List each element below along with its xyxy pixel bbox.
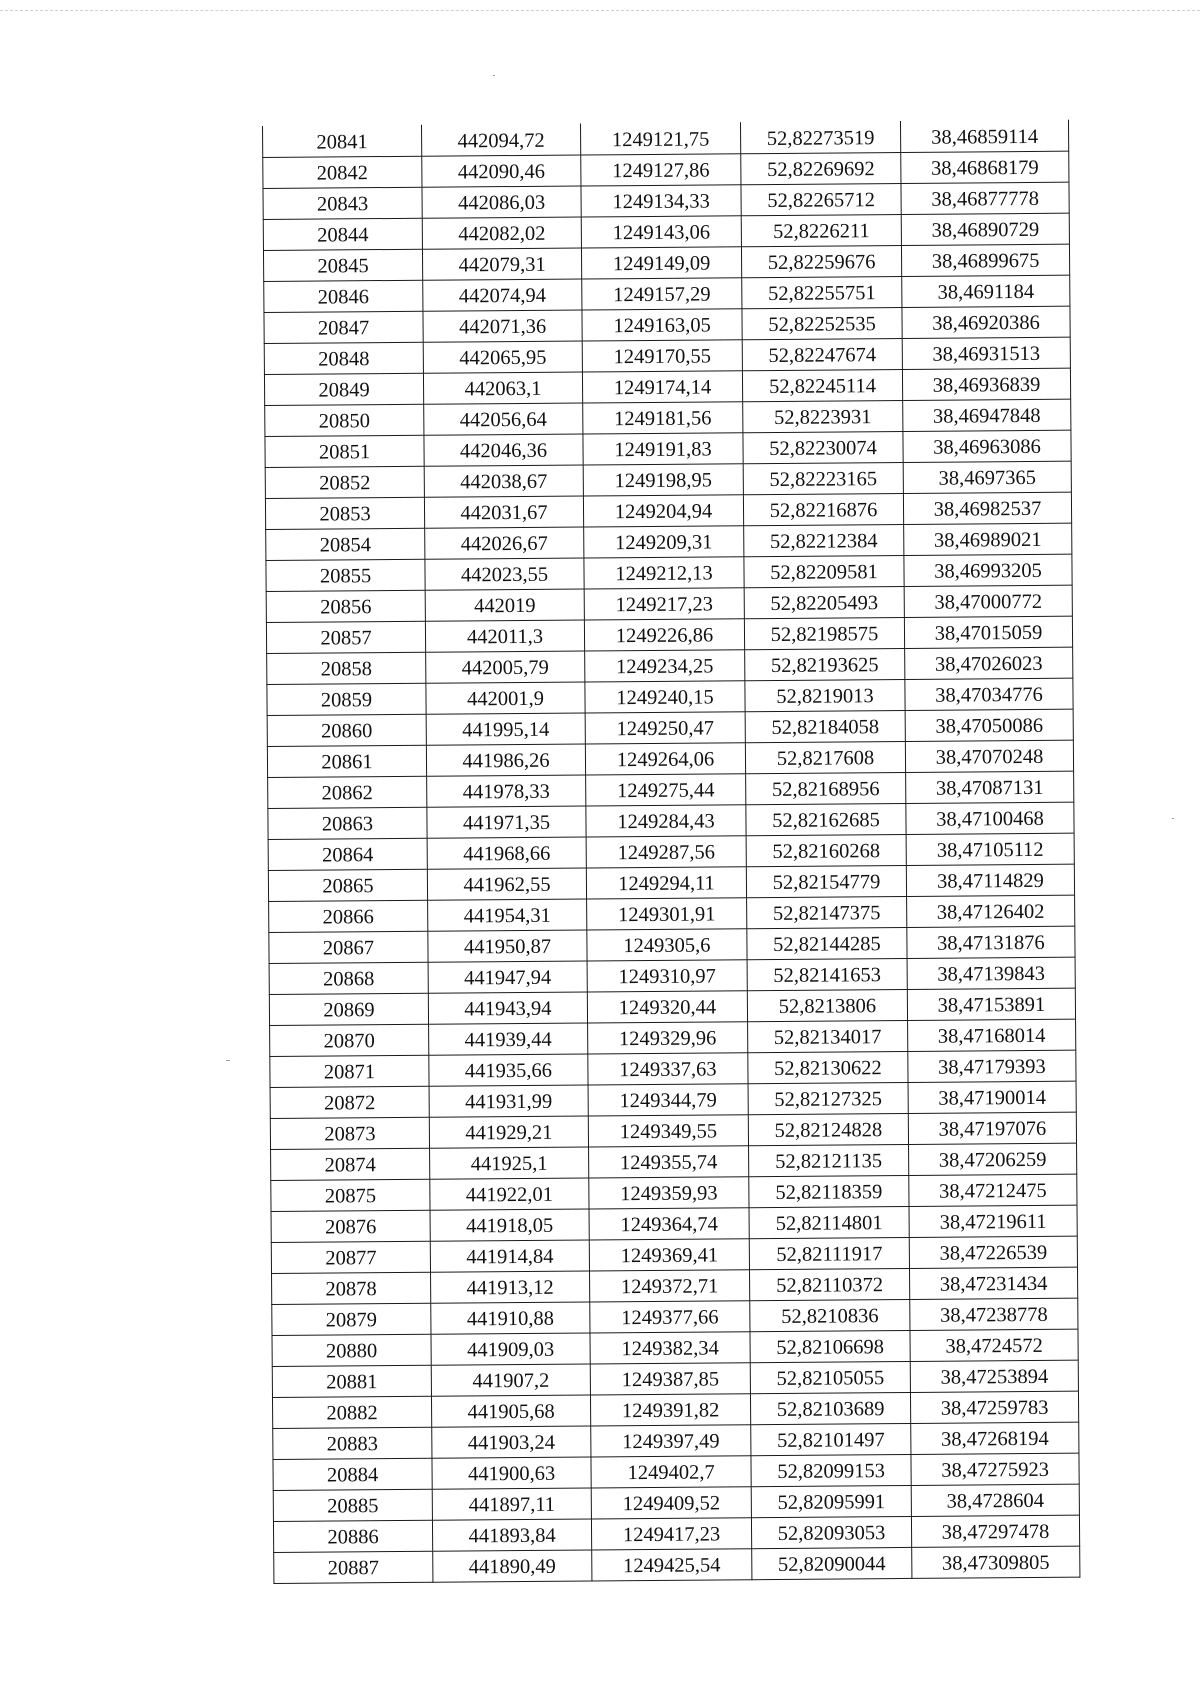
point-number-cell: 20848 [264, 342, 423, 374]
y-coordinate-cell: 1249359,93 [589, 1177, 749, 1209]
longitude-cell: 38,4724572 [910, 1329, 1078, 1361]
latitude-cell: 52,8217608 [745, 741, 905, 773]
coordinates-table-body [263, 120, 1080, 1583]
x-coordinate-cell: 441929,21 [429, 1116, 588, 1148]
point-number-cell: 20854 [266, 528, 425, 560]
y-coordinate-cell: 1249240,15 [585, 681, 745, 713]
point-number-cell: 20852 [265, 466, 424, 498]
y-coordinate-cell: 1249226,86 [584, 619, 744, 651]
latitude-cell: 52,82090044 [752, 1547, 912, 1579]
longitude-cell: 38,47050086 [905, 709, 1073, 741]
point-number-cell: 20843 [263, 187, 422, 219]
y-coordinate-cell: 1249402,7 [591, 1456, 751, 1488]
latitude-cell: 52,82144285 [747, 927, 907, 959]
point-number-cell: 20878 [272, 1272, 431, 1304]
point-number-cell: 20876 [271, 1210, 430, 1242]
longitude-cell: 38,47190014 [908, 1081, 1076, 1113]
longitude-cell: 38,47219611 [909, 1205, 1077, 1237]
point-number-cell: 20864 [268, 838, 427, 870]
longitude-cell: 38,46989021 [904, 523, 1072, 555]
x-coordinate-cell: 441890,49 [433, 1550, 592, 1582]
coordinates-table [262, 120, 1080, 1584]
latitude-cell: 52,82141653 [747, 958, 907, 990]
point-number-cell: 20885 [273, 1489, 432, 1521]
longitude-cell: 38,47139843 [907, 957, 1075, 989]
x-coordinate-cell: 442086,03 [422, 186, 581, 218]
y-coordinate-cell: 1249382,34 [590, 1332, 750, 1364]
y-coordinate-cell: 1249204,94 [583, 495, 743, 527]
point-number-cell: 20884 [273, 1458, 432, 1490]
latitude-cell: 52,82134017 [748, 1020, 908, 1052]
x-coordinate-cell: 442063,1 [423, 372, 582, 404]
longitude-cell: 38,47206259 [909, 1143, 1077, 1175]
table-row [274, 1546, 1080, 1583]
y-coordinate-cell: 1249209,31 [584, 526, 744, 558]
x-coordinate-cell: 441913,12 [431, 1271, 590, 1303]
x-coordinate-cell: 441922,01 [430, 1178, 589, 1210]
y-coordinate-cell: 1249121,75 [580, 123, 740, 155]
y-coordinate-cell: 1249372,71 [590, 1270, 750, 1302]
point-number-cell: 20855 [266, 559, 425, 591]
x-coordinate-cell: 441971,35 [427, 806, 586, 838]
latitude-cell: 52,82147375 [747, 896, 907, 928]
y-coordinate-cell: 1249170,55 [582, 340, 742, 372]
x-coordinate-cell: 441903,24 [432, 1426, 591, 1458]
longitude-cell: 38,47259783 [910, 1391, 1078, 1423]
x-coordinate-cell: 442074,94 [423, 279, 582, 311]
y-coordinate-cell: 1249134,33 [581, 185, 741, 217]
latitude-cell: 52,82259676 [741, 245, 901, 277]
x-coordinate-cell: 441962,55 [427, 868, 586, 900]
x-coordinate-cell: 441925,1 [430, 1147, 589, 1179]
latitude-cell: 52,82124828 [748, 1113, 908, 1145]
x-coordinate-cell: 442082,02 [422, 217, 581, 249]
longitude-cell: 38,47212475 [909, 1174, 1077, 1206]
y-coordinate-cell: 1249301,91 [587, 898, 747, 930]
longitude-cell: 38,47105112 [906, 833, 1074, 865]
latitude-cell: 52,82093053 [751, 1516, 911, 1548]
latitude-cell: 52,82110372 [749, 1268, 909, 1300]
x-coordinate-cell: 441978,33 [427, 775, 586, 807]
longitude-cell: 38,47231434 [909, 1267, 1077, 1299]
x-coordinate-cell: 442056,64 [424, 403, 583, 435]
longitude-cell: 38,46920386 [902, 306, 1070, 338]
longitude-cell: 38,47197076 [908, 1112, 1076, 1144]
longitude-cell: 38,47034776 [905, 678, 1073, 710]
x-coordinate-cell: 442079,31 [422, 248, 581, 280]
x-coordinate-cell: 442005,79 [426, 651, 585, 683]
x-coordinate-cell: 441986,26 [426, 744, 585, 776]
point-number-cell: 20857 [266, 621, 425, 653]
latitude-cell: 52,82184058 [745, 710, 905, 742]
y-coordinate-cell: 1249355,74 [589, 1146, 749, 1178]
latitude-cell: 52,8210836 [750, 1299, 910, 1331]
point-number-cell: 20866 [269, 900, 428, 932]
latitude-cell: 52,82265712 [741, 183, 901, 215]
x-coordinate-cell: 441900,63 [432, 1457, 591, 1489]
y-coordinate-cell: 1249284,43 [586, 805, 746, 837]
longitude-cell: 38,46859114 [900, 120, 1068, 152]
y-coordinate-cell: 1249364,74 [589, 1208, 749, 1240]
longitude-cell: 38,4691184 [902, 275, 1070, 307]
y-coordinate-cell: 1249377,66 [590, 1301, 750, 1333]
y-coordinate-cell: 1249305,6 [587, 929, 747, 961]
longitude-cell: 38,46936839 [902, 368, 1070, 400]
point-number-cell: 20880 [272, 1334, 431, 1366]
longitude-cell: 38,46890729 [901, 213, 1069, 245]
point-number-cell: 20883 [273, 1427, 432, 1459]
y-coordinate-cell: 1249409,52 [591, 1487, 751, 1519]
latitude-cell: 52,82252535 [742, 307, 902, 339]
x-coordinate-cell: 441954,31 [428, 899, 587, 931]
longitude-cell: 38,47153891 [907, 988, 1075, 1020]
longitude-cell: 38,47309805 [912, 1546, 1080, 1578]
y-coordinate-cell: 1249417,23 [591, 1518, 751, 1550]
latitude-cell: 52,82103689 [750, 1392, 910, 1424]
latitude-cell: 52,82111917 [749, 1237, 909, 1269]
longitude-cell: 38,47000772 [904, 585, 1072, 617]
point-number-cell: 20875 [271, 1179, 430, 1211]
longitude-cell: 38,47275923 [911, 1453, 1079, 1485]
point-number-cell: 20847 [264, 311, 423, 343]
point-number-cell: 20865 [268, 869, 427, 901]
x-coordinate-cell: 441995,14 [426, 713, 585, 745]
latitude-cell: 52,82209581 [744, 555, 904, 587]
point-number-cell: 20874 [271, 1148, 430, 1180]
longitude-cell: 38,46963086 [903, 430, 1071, 462]
x-coordinate-cell: 441914,84 [430, 1240, 589, 1272]
point-number-cell: 20860 [267, 714, 426, 746]
x-coordinate-cell: 442094,72 [421, 124, 580, 156]
x-coordinate-cell: 441909,03 [431, 1333, 590, 1365]
y-coordinate-cell: 1249149,09 [581, 247, 741, 279]
y-coordinate-cell: 1249397,49 [591, 1425, 751, 1457]
y-coordinate-cell: 1249234,25 [585, 650, 745, 682]
y-coordinate-cell: 1249387,85 [590, 1363, 750, 1395]
point-number-cell: 20870 [270, 1024, 429, 1056]
latitude-cell: 52,8226211 [741, 214, 901, 246]
latitude-cell: 52,82269692 [741, 152, 901, 184]
y-coordinate-cell: 1249287,56 [586, 836, 746, 868]
point-number-cell: 20861 [267, 745, 426, 777]
longitude-cell: 38,46947848 [903, 399, 1071, 431]
longitude-cell: 38,4697365 [903, 461, 1071, 493]
y-coordinate-cell: 1249143,06 [581, 216, 741, 248]
x-coordinate-cell: 441947,94 [428, 961, 587, 993]
longitude-cell: 38,4728604 [911, 1484, 1079, 1516]
x-coordinate-cell: 441910,88 [431, 1302, 590, 1334]
longitude-cell: 38,46899675 [901, 244, 1069, 276]
x-coordinate-cell: 441968,66 [427, 837, 586, 869]
latitude-cell: 52,8213806 [747, 989, 907, 1021]
x-coordinate-cell: 442038,67 [424, 465, 583, 497]
y-coordinate-cell: 1249212,13 [584, 557, 744, 589]
y-coordinate-cell: 1249329,96 [588, 1022, 748, 1054]
latitude-cell: 52,82162685 [746, 803, 906, 835]
longitude-cell: 38,47087131 [906, 771, 1074, 803]
latitude-cell: 52,82230074 [743, 431, 903, 463]
longitude-cell: 38,47026023 [905, 647, 1073, 679]
x-coordinate-cell: 441943,94 [428, 992, 587, 1024]
y-coordinate-cell: 1249250,47 [585, 712, 745, 744]
point-number-cell: 20871 [270, 1055, 429, 1087]
x-coordinate-cell: 442026,67 [425, 527, 584, 559]
longitude-cell: 38,47100468 [906, 802, 1074, 834]
latitude-cell: 52,82216876 [743, 493, 903, 525]
y-coordinate-cell: 1249157,29 [582, 278, 742, 310]
x-coordinate-cell: 441893,84 [432, 1519, 591, 1551]
point-number-cell: 20869 [269, 993, 428, 1025]
point-number-cell: 20863 [268, 807, 427, 839]
x-coordinate-cell: 442001,9 [426, 682, 585, 714]
point-number-cell: 20842 [263, 156, 422, 188]
y-coordinate-cell: 1249127,86 [581, 154, 741, 186]
latitude-cell: 52,8223931 [743, 400, 903, 432]
point-number-cell: 20879 [272, 1303, 431, 1335]
y-coordinate-cell: 1249264,06 [585, 743, 745, 775]
x-coordinate-cell: 441931,99 [429, 1085, 588, 1117]
point-number-cell: 20886 [273, 1520, 432, 1552]
longitude-cell: 38,47131876 [907, 926, 1075, 958]
y-coordinate-cell: 1249191,83 [583, 433, 743, 465]
latitude-cell: 52,82198575 [744, 617, 904, 649]
x-coordinate-cell: 441897,11 [432, 1488, 591, 1520]
point-number-cell: 20887 [274, 1551, 433, 1583]
longitude-cell: 38,47253894 [910, 1360, 1078, 1392]
point-number-cell: 20850 [265, 404, 424, 436]
longitude-cell: 38,46877778 [901, 182, 1069, 214]
x-coordinate-cell: 441918,05 [430, 1209, 589, 1241]
point-number-cell: 20859 [267, 683, 426, 715]
y-coordinate-cell: 1249369,41 [589, 1239, 749, 1271]
latitude-cell: 52,82101497 [751, 1423, 911, 1455]
point-number-cell: 20881 [272, 1365, 431, 1397]
scan-speck [493, 75, 495, 76]
x-coordinate-cell: 441905,68 [431, 1395, 590, 1427]
longitude-cell: 38,47015059 [904, 616, 1072, 648]
y-coordinate-cell: 1249349,55 [588, 1115, 748, 1147]
y-coordinate-cell: 1249181,56 [583, 402, 743, 434]
latitude-cell: 52,82106698 [750, 1330, 910, 1362]
latitude-cell: 52,82245114 [742, 369, 902, 401]
latitude-cell: 52,82118359 [749, 1175, 909, 1207]
y-coordinate-cell: 1249217,23 [584, 588, 744, 620]
point-number-cell: 20872 [270, 1086, 429, 1118]
latitude-cell: 52,82154779 [746, 865, 906, 897]
latitude-cell: 52,82121135 [749, 1144, 909, 1176]
scan-speck [226, 1060, 230, 1061]
point-number-cell: 20873 [270, 1117, 429, 1149]
point-number-cell: 20845 [263, 249, 422, 281]
latitude-cell: 52,8219013 [745, 679, 905, 711]
x-coordinate-cell: 442031,67 [424, 496, 583, 528]
x-coordinate-cell: 441935,66 [429, 1054, 588, 1086]
point-number-cell: 20841 [263, 125, 422, 157]
point-number-cell: 20868 [269, 962, 428, 994]
latitude-cell: 52,82095991 [751, 1485, 911, 1517]
latitude-cell: 52,82193625 [745, 648, 905, 680]
x-coordinate-cell: 442071,36 [423, 310, 582, 342]
y-coordinate-cell: 1249174,14 [582, 371, 742, 403]
x-coordinate-cell: 442046,36 [424, 434, 583, 466]
longitude-cell: 38,47168014 [908, 1019, 1076, 1051]
y-coordinate-cell: 1249425,54 [592, 1549, 752, 1581]
point-number-cell: 20856 [266, 590, 425, 622]
x-coordinate-cell: 441907,2 [431, 1364, 590, 1396]
point-number-cell: 20851 [265, 435, 424, 467]
y-coordinate-cell: 1249337,63 [588, 1053, 748, 1085]
y-coordinate-cell: 1249344,79 [588, 1084, 748, 1116]
longitude-cell: 38,47070248 [905, 740, 1073, 772]
longitude-cell: 38,47126402 [907, 895, 1075, 927]
longitude-cell: 38,46868179 [901, 151, 1069, 183]
point-number-cell: 20849 [264, 373, 423, 405]
longitude-cell: 38,46993205 [904, 554, 1072, 586]
longitude-cell: 38,47297478 [911, 1515, 1079, 1547]
y-coordinate-cell: 1249310,97 [587, 960, 747, 992]
y-coordinate-cell: 1249198,95 [583, 464, 743, 496]
longitude-cell: 38,47268194 [911, 1422, 1079, 1454]
latitude-cell: 52,82247674 [742, 338, 902, 370]
point-number-cell: 20877 [271, 1241, 430, 1273]
point-number-cell: 20844 [263, 218, 422, 250]
y-coordinate-cell: 1249391,82 [590, 1394, 750, 1426]
x-coordinate-cell: 442023,55 [425, 558, 584, 590]
latitude-cell: 52,82168956 [746, 772, 906, 804]
latitude-cell: 52,82223165 [743, 462, 903, 494]
scan-top-edge [0, 10, 1200, 11]
x-coordinate-cell: 441939,44 [429, 1023, 588, 1055]
longitude-cell: 38,47226539 [909, 1236, 1077, 1268]
latitude-cell: 52,82205493 [744, 586, 904, 618]
point-number-cell: 20858 [267, 652, 426, 684]
scan-speck [1172, 818, 1174, 819]
y-coordinate-cell: 1249163,05 [582, 309, 742, 341]
latitude-cell: 52,82255751 [742, 276, 902, 308]
latitude-cell: 52,82114801 [749, 1206, 909, 1238]
x-coordinate-cell: 441950,87 [428, 930, 587, 962]
latitude-cell: 52,82212384 [744, 524, 904, 556]
longitude-cell: 38,46982537 [903, 492, 1071, 524]
point-number-cell: 20846 [264, 280, 423, 312]
x-coordinate-cell: 442065,95 [423, 341, 582, 373]
latitude-cell: 52,82160268 [746, 834, 906, 866]
longitude-cell: 38,46931513 [902, 337, 1070, 369]
y-coordinate-cell: 1249294,11 [586, 867, 746, 899]
y-coordinate-cell: 1249320,44 [587, 991, 747, 1023]
longitude-cell: 38,47114829 [906, 864, 1074, 896]
latitude-cell: 52,82130622 [748, 1051, 908, 1083]
longitude-cell: 38,47179393 [908, 1050, 1076, 1082]
latitude-cell: 52,82099153 [751, 1454, 911, 1486]
point-number-cell: 20853 [265, 497, 424, 529]
x-coordinate-cell: 442011,3 [425, 620, 584, 652]
y-coordinate-cell: 1249275,44 [586, 774, 746, 806]
point-number-cell: 20867 [269, 931, 428, 963]
x-coordinate-cell: 442090,46 [422, 155, 581, 187]
longitude-cell: 38,47238778 [910, 1298, 1078, 1330]
latitude-cell: 52,82127325 [748, 1082, 908, 1114]
x-coordinate-cell: 442019 [425, 589, 584, 621]
latitude-cell: 52,82273519 [740, 121, 900, 153]
latitude-cell: 52,82105055 [750, 1361, 910, 1393]
point-number-cell: 20862 [268, 776, 427, 808]
point-number-cell: 20882 [272, 1396, 431, 1428]
